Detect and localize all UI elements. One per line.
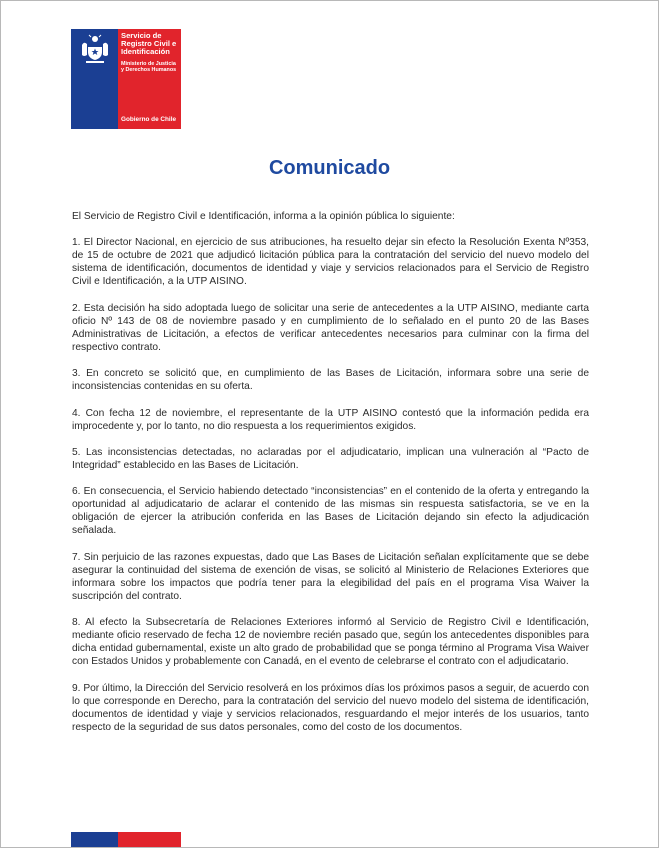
- paragraph-1: 1. El Director Nacional, en ejercicio de sus atribuciones, ha resuelto dejar sin efecto la Resolución Exenta Nº353, de 15 de octubre de 2021 que adjudicó licitación pública para la contratación del servicio del nuevo modelo del sistema de identificación, documentos de identidad y viaje y servicios relacionados para el Servicio de Registro Civil e Identificación, a la UTP AISINO.: [72, 237, 589, 288]
- logo-ministry-line: y Derechos Humanos: [121, 67, 177, 74]
- paragraph-5: 5. Las inconsistencias detectadas, no aclaradas por el adjudicatario, implican una vulneración al “Pacto de Integridad” establecido en las Bases de Licitación.: [72, 446, 589, 471]
- logo-title-line: Identificación: [121, 47, 170, 57]
- paragraph-6: 6. En consecuencia, el Servicio habiendo detectado “inconsistencias” en el contenido de la oferta y entregando la oportunidad al adjudicatario de aclarar el contenido de las mismas sin respuesta satisfactoria, se ve en la obligación de ejercer la atribución conferida en las Bases de Licitación dejando sin efecto la adjudicación señalada.: [72, 486, 589, 537]
- paragraph-2: 2. Esta decisión ha sido adoptada luego de solicitar una serie de antecedentes a la UTP AISINO, mediante carta oficio Nº 143 de 08 de noviembre pasado y en cumplimiento de lo señalado en el punto 20 de las Bases Administrativas de Licitación, a efectos de verificar antecedentes necesarios para culminar con la firma del respectivo contrato.: [72, 302, 589, 353]
- paragraph-8: 8. Al efecto la Subsecretaría de Relaciones Exteriores informó al Servicio de Registro Civil e Identificación, mediante oficio reservado de fecha 12 de noviembre recién pasado que, según los antecedentes disponibles para dicha entidad gubernamental, existe un alto grado de probabilidad que se ponga término al Programa Visa Waiver con Estados Unidos y probablemente con Canadá, en el evento de celebrarse el contrato con el adjudicatario.: [72, 617, 589, 668]
- footer-red-segment: [118, 832, 181, 847]
- registro-civil-logo: [71, 29, 181, 129]
- intro-paragraph: El Servicio de Registro Civil e Identificación, informa a la opinión pública lo siguiente:: [72, 211, 455, 222]
- footer-blue-segment: [71, 832, 118, 847]
- footer-color-bar: [71, 832, 181, 847]
- paragraph-9: 9. Por último, la Dirección del Servicio resolverá en los próximos días los próximos pasos a seguir, de acuerdo con lo que corresponde en Derecho, para la contratación del servicio del nuevo modelo del sistema de identificación, documentos de identidad y viaje y servicios relacionados, resguardando el mejor interés de los usuarios, tanto respecto de la seguridad de sus datos personales, como del costo de los documentos.: [72, 682, 589, 733]
- logo-title-line: Servicio de: [121, 31, 162, 40]
- logo-service-name: [121, 32, 181, 57]
- document-body: [72, 210, 589, 747]
- paragraph-3: 3. En concreto se solicitó que, en cumplimiento de las Bases de Licitación, informara sobre una serie de inconsistencias contenidas en su oferta.: [72, 368, 589, 393]
- logo-ministry-name: [121, 61, 181, 73]
- logo-ministry-line: Ministerio de Justicia: [121, 61, 176, 67]
- logo-government: Gobierno de Chile: [121, 116, 177, 123]
- logo-title-line: Registro Civil e: [121, 39, 177, 49]
- coat-of-arms-icon: [80, 33, 110, 65]
- page-title: Comunicado: [268, 157, 391, 179]
- paragraph-4: 4. Con fecha 12 de noviembre, el representante de la UTP AISINO contestó que la información pedida era improcedente y, por lo tanto, no dio respuesta a los requerimientos exigidos.: [72, 407, 589, 432]
- paragraph-7: 7. Sin perjuicio de las razones expuestas, dado que Las Bases de Licitación señalan explícitamente que se debe asegurar la continuidad del sistema de exención de visas, se solicitó al Ministerio de Relaciones Exteriores que informara sobre los impactos que podría tener para la elegibilidad del país en el programa Visa Waiver la suscripción del contrato.: [72, 551, 589, 602]
